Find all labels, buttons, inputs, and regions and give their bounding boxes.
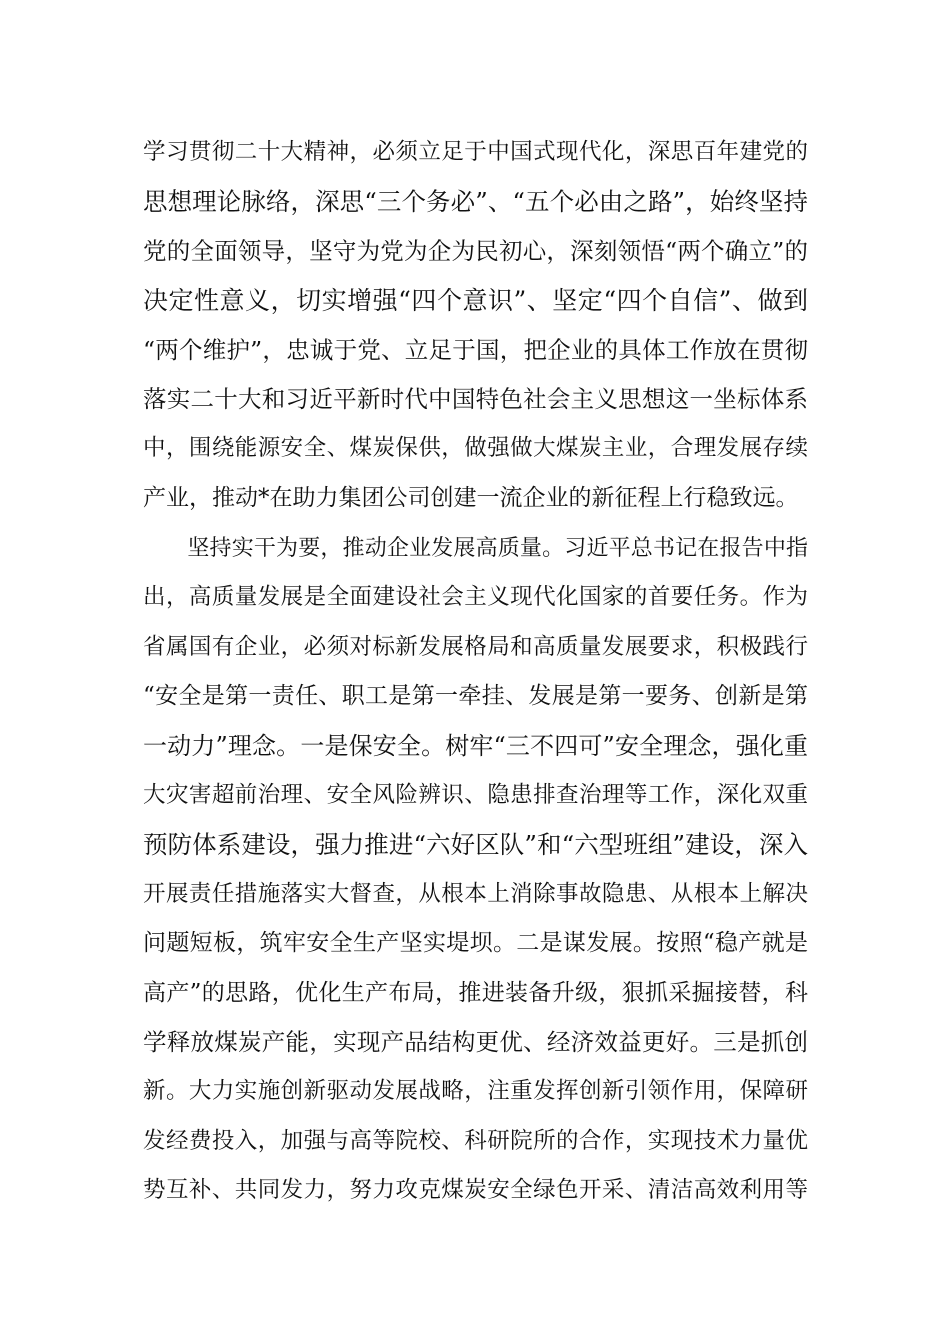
paragraph-line: 新。大力实施创新驱动发展战略，注重发挥创新引领作用，保障研 (143, 1078, 808, 1105)
paragraph-line: 党的全面领导，坚守为党为企为民初心，深刻领悟“两个确立”的 (143, 236, 808, 265)
paragraph-line: 省属国有企业，必须对标新发展格局和高质量发展要求，积极践行 (143, 633, 808, 660)
paragraph-line: 大灾害超前治理、安全风险辨识、隐患排查治理等工作，深化双重 (143, 781, 808, 808)
paragraph-line: 预防体系建设，强力推进“六好区队”和“六型班组”建设，深入 (143, 830, 808, 860)
paragraph-line: 学习贯彻二十大精神，必须立足于中国式现代化，深思百年建党的 (143, 139, 808, 165)
paragraph-line: 出，高质量发展是全面建设社会主义现代化国家的首要任务。作为 (143, 584, 808, 611)
paragraph-line: 问题短板，筑牢安全生产坚实堤坝。二是谋发展。按照“稳产就是 (143, 930, 808, 957)
paragraph-line: 发经费投入，加强与高等院校、科研院所的合作，实现技术力量优 (143, 1127, 808, 1154)
paragraph-2 (143, 524, 808, 1215)
paragraph-line: 势互补、共同发力，努力攻克煤炭安全绿色开采、清洁高效利用等 (143, 1177, 808, 1204)
paragraph-line: 开展责任措施落实大督查，从根本上消除事故隐患、从根本上解决 (143, 880, 808, 907)
paragraph-line: 一动力”理念。一是保安全。树牢“三不四可”安全理念，强化重 (143, 731, 808, 760)
paragraph-1 (143, 128, 808, 523)
paragraph-line: “两个维护”，忠诚于党、立足于国，把企业的具体工作放在贯彻 (143, 335, 808, 364)
paragraph-line: 产业，推动*在助力集团公司创建一流企业的新征程上行稳致远。 (143, 484, 799, 511)
paragraph-line: 落实二十大和习近平新时代中国特色社会主义思想这一坐标体系 (143, 384, 808, 413)
paragraph-line: 学释放煤炭产能，实现产品结构更优、经济效益更好。三是抓创 (143, 1027, 808, 1056)
paragraph-line: 坚持实干为要，推动企业发展高质量。习近平总书记在报告中指 (143, 536, 808, 561)
paragraph-line: 高产”的思路，优化生产布局，推进装备升级，狠抓采掘接替，科 (143, 979, 808, 1006)
paragraph-line: “安全是第一责任、职工是第一牵挂、发展是第一要务、创新是第 (143, 683, 808, 710)
paragraph-line: 决定性意义，切实增强“四个意识”、坚定“四个自信”、做到 (143, 286, 808, 316)
paragraph-line: 中，围绕能源安全、煤炭保供，做强做大煤炭主业，合理发展存续 (143, 435, 808, 462)
paragraph-line: 思想理论脉络，深思“三个务必”、“五个必由之路”，始终坚持 (143, 187, 808, 217)
